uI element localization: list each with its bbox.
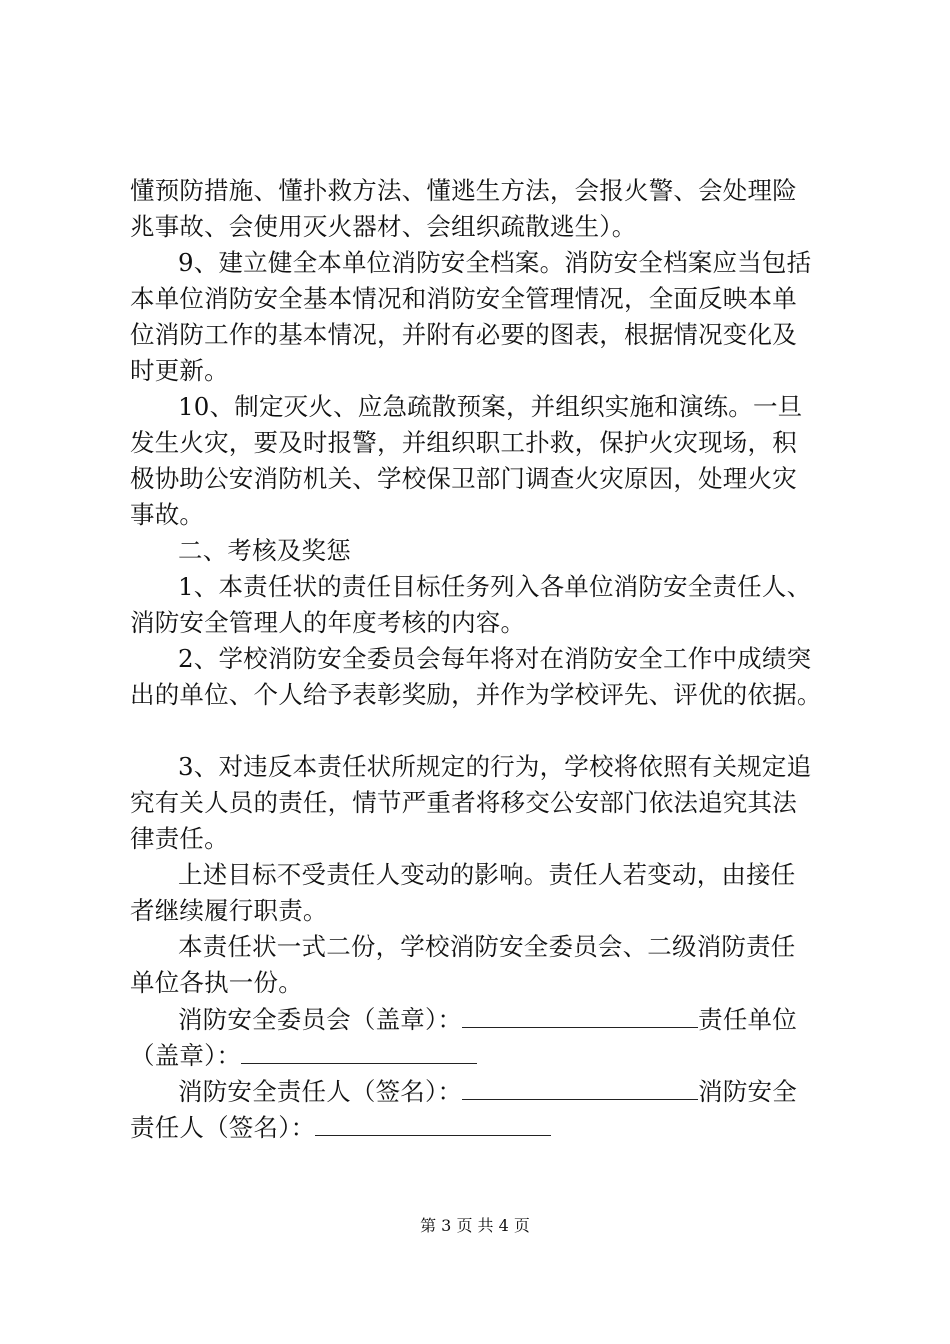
text-line: 本责任状一式二份，学校消防安全委员会、二级消防责任 <box>178 932 796 961</box>
unit-seal-label-b: （盖章）： <box>130 1041 242 1070</box>
text-line: 懂预防措施、懂扑救方法、懂逃生方法，会报火警、会处理险 <box>130 176 797 205</box>
text-line: 1、本责任状的责任目标任务列入各单位消防安全责任人、 <box>178 572 812 601</box>
responsible2-label-b: 责任人（签名）： <box>130 1113 316 1142</box>
section-heading: 二、考核及奖惩 <box>178 536 351 565</box>
signature-responsible2-line <box>130 1111 551 1144</box>
page-number: 第 3 页 共 4 页 <box>420 1216 530 1235</box>
text-line: 时更新。 <box>130 356 229 385</box>
unit-seal-blank[interactable] <box>241 1039 477 1064</box>
responsible2-sign-blank[interactable] <box>315 1111 551 1136</box>
text-line: 极协助公安消防机关、学校保卫部门调查火灾原因，处理火灾 <box>130 464 797 493</box>
responsible2-label-a: 消防安全 <box>698 1077 797 1106</box>
committee-seal-blank[interactable] <box>462 1003 698 1028</box>
responsible-sign-blank[interactable] <box>462 1075 698 1100</box>
signature-unit-line <box>130 1039 477 1072</box>
text-line: 事故。 <box>130 500 205 529</box>
text-line: 究有关人员的责任，情节严重者将移交公安部门依法追究其法 <box>130 788 797 817</box>
responsible-sign-label: 消防安全责任人（签名）： <box>178 1077 463 1106</box>
unit-seal-label-a: 责任单位 <box>698 1005 797 1034</box>
signature-committee-line <box>178 1003 797 1036</box>
signature-responsible-line <box>178 1075 797 1108</box>
text-line: 9、建立健全本单位消防安全档案。消防安全档案应当包括 <box>178 248 812 277</box>
text-line: 位消防工作的基本情况，并附有必要的图表，根据情况变化及 <box>130 320 797 349</box>
text-line: 出的单位、个人给予表彰奖励，并作为学校评先、评优的依据。 <box>130 680 822 709</box>
committee-seal-label: 消防安全委员会（盖章）： <box>178 1005 463 1034</box>
text-line: 兆事故、会使用灭火器材、会组织疏散逃生）。 <box>130 212 637 241</box>
text-line: 者继续履行职责。 <box>130 896 328 925</box>
text-line: 2、学校消防安全委员会每年将对在消防安全工作中成绩突 <box>178 644 812 673</box>
text-line: 单位各执一份。 <box>130 968 303 997</box>
text-line: 发生火灾，要及时报警，并组织职工扑救，保护火灾现场，积 <box>130 428 797 457</box>
text-line: 10、制定灭火、应急疏散预案，并组织实施和演练。一旦 <box>178 392 803 421</box>
text-line: 本单位消防安全基本情况和消防安全管理情况，全面反映本单 <box>130 284 797 313</box>
text-line: 3、对违反本责任状所规定的行为，学校将依照有关规定追 <box>178 752 812 781</box>
text-line: 消防安全管理人的年度考核的内容。 <box>130 608 526 637</box>
text-line: 上述目标不受责任人变动的影响。责任人若变动，由接任 <box>178 860 796 889</box>
text-line: 律责任。 <box>130 824 229 853</box>
